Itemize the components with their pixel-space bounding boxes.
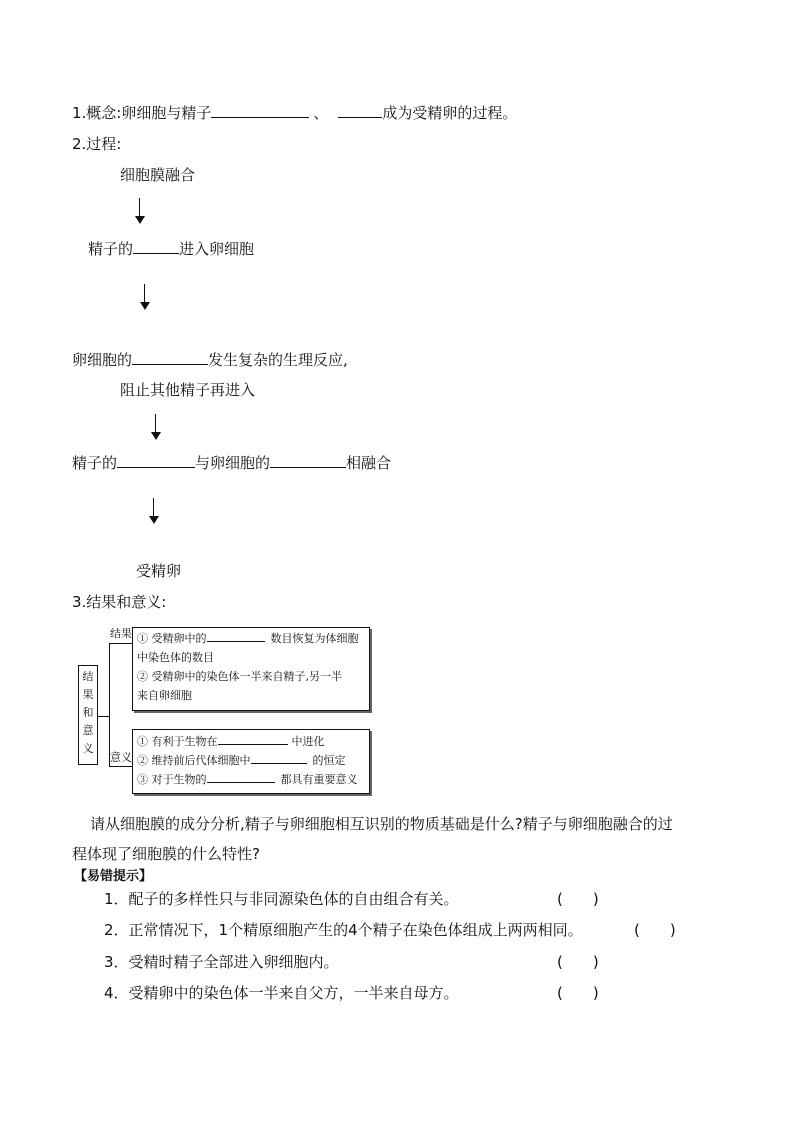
process-step-membrane-fusion: 细胞膜融合: [120, 166, 196, 184]
tip-answer-bracket[interactable]: ( ): [557, 890, 599, 908]
connector-line: [109, 643, 110, 767]
tip-item: 2．正常情况下，1个精原细胞产生的4个精子在染色体组成上两两相同。: [104, 921, 583, 939]
connector-line: [109, 643, 132, 644]
arrow-down-icon: [140, 284, 150, 310]
process-heading: 2.过程:: [72, 135, 122, 153]
tips-title: 【易错提示】: [74, 869, 153, 884]
meaning-box: [132, 729, 370, 794]
question-line-2: 程体现了细胞膜的什么特性?: [72, 845, 260, 863]
arrow-down-icon: [149, 498, 159, 524]
evolution-blank[interactable]: [218, 732, 288, 745]
concept-line: [72, 102, 517, 123]
meaning-item-3: ③ 对于生物的 都具有重要意义: [137, 770, 369, 789]
result-box: [132, 627, 370, 711]
concept-blank-1[interactable]: [211, 102, 309, 118]
arrow-down-icon: [135, 198, 145, 224]
result-item-1: ① 受精卵中的 数目恢复为体细胞: [137, 629, 369, 648]
constant-blank[interactable]: [251, 751, 307, 764]
process-step-nuclei-fuse: 精子的 与卵细胞的 相融合: [72, 454, 392, 472]
branch-label-result: 结果: [110, 627, 132, 640]
concept-prefix: 1.概念:卵细胞与精子: [72, 104, 212, 122]
meaning-item-1: ① 有利于生物在 中进化: [137, 732, 369, 751]
sperm-nucleus-blank[interactable]: [117, 452, 195, 468]
tip-answer-bracket[interactable]: ( ): [634, 921, 676, 939]
result-item-1-line2: 中染色体的数目: [137, 651, 214, 664]
tip-item: 3．受精时精子全部进入卵细胞内。: [104, 953, 339, 971]
tip-item: 1．配子的多样性只与非同源染色体的自由组合有关。: [104, 890, 459, 908]
tip-answer-bracket[interactable]: ( ): [557, 953, 599, 971]
egg-nucleus-blank[interactable]: [270, 452, 346, 468]
question-line-1: 请从细胞膜的成分分析,精子与卵细胞相互识别的物质基础是什么?精子与卵细胞融合的过: [90, 815, 673, 833]
concept-blank-2[interactable]: [338, 102, 382, 118]
connector-line: [109, 766, 132, 767]
process-step-block-others: 阻止其他精子再进入: [120, 381, 256, 399]
egg-reaction-blank[interactable]: [132, 349, 208, 365]
meaning-item-2: ② 维持前后代体细胞中 的恒定: [137, 751, 369, 770]
arrow-down-icon: [151, 414, 161, 440]
tip-item: 4．受精卵中的染色体一半来自父方，一半来自母方。: [104, 984, 459, 1002]
branch-label-meaning: 意义: [110, 751, 132, 764]
vertical-label-box: 结 果 和 意 义: [78, 665, 98, 765]
process-step-zygote: 受精卵: [136, 562, 182, 580]
chromosome-blank[interactable]: [207, 629, 265, 642]
sperm-enters-blank[interactable]: [133, 238, 179, 254]
significance-blank[interactable]: [207, 770, 275, 783]
tip-answer-bracket[interactable]: ( ): [557, 984, 599, 1002]
result-heading: 3.结果和意义:: [72, 593, 167, 611]
result-item-2: ② 受精卵中的染色体一半来自精子,另一半: [137, 670, 342, 683]
process-step-sperm-enters: 精子的 进入卵细胞: [88, 240, 255, 258]
result-item-2-line2: 来自卵细胞: [137, 689, 192, 702]
concept-separator: 、: [313, 104, 329, 122]
concept-suffix: 成为受精卵的过程。: [382, 104, 518, 122]
process-step-egg-reaction: 卵细胞的 发生复杂的生理反应,: [72, 351, 348, 369]
connector-line: [97, 716, 109, 717]
